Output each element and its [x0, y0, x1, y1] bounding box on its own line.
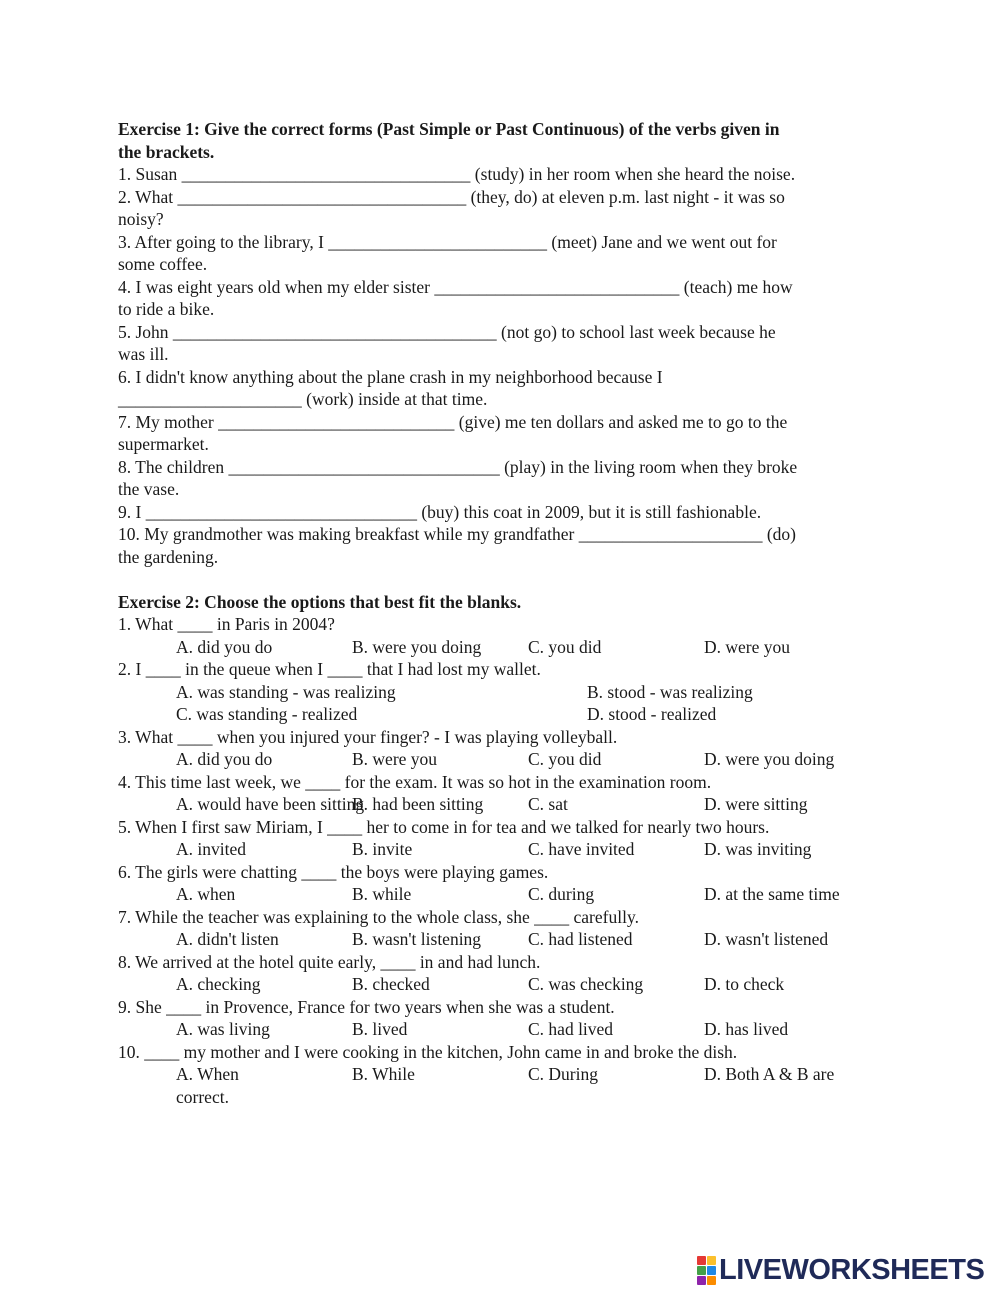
exercise2-items — [118, 613, 878, 1108]
exercise1-line: 8. The children _______________________________ (play) in the living room when they broke — [118, 456, 798, 477]
exercise1-heading-cont: the brackets. — [118, 141, 215, 162]
answer-option[interactable]: D. to check — [704, 974, 785, 994]
answer-option[interactable]: A. when — [176, 884, 236, 904]
logo-block — [707, 1276, 716, 1285]
brand-name: LIVEWORKSHEETS — [719, 1254, 985, 1286]
answer-options-row — [176, 636, 878, 659]
exercise1-line: 6. I didn't know anything about the plane crash in my neighborhood because I — [118, 366, 663, 387]
liveworksheets-logo-icon — [697, 1256, 716, 1285]
answer-option[interactable]: B. invite — [352, 839, 413, 859]
answer-option[interactable]: B. While — [352, 1064, 415, 1084]
answer-option[interactable]: A. did you do — [176, 636, 273, 657]
logo-block — [707, 1266, 716, 1275]
answer-option[interactable]: A. When — [176, 1064, 239, 1084]
exercise1-line: 4. I was eight years old when my elder sister ____________________________ (teach) me how — [118, 276, 793, 297]
answer-option-continuation: correct. — [176, 1086, 229, 1107]
answer-option[interactable]: C. was checking — [528, 974, 644, 994]
question-stem: 6. The girls were chatting ____ the boys were playing games. — [118, 861, 549, 882]
exercise1-line: some coffee. — [118, 254, 208, 274]
answer-option[interactable]: B. while — [352, 884, 412, 904]
logo-block — [707, 1256, 716, 1265]
answer-options-row — [176, 748, 878, 771]
answer-option[interactable]: A. was standing - was realizing — [176, 681, 396, 702]
question-stem: 9. She ____ in Provence, France for two years when she was a student. — [118, 996, 615, 1017]
answer-option[interactable]: A. checking — [176, 974, 261, 994]
exercise1-line: 2. What _________________________________ (they, do) at eleven p.m. last night - it was so — [118, 186, 785, 207]
answer-option[interactable]: D. was inviting — [704, 839, 812, 859]
answer-option[interactable]: B. wasn't listening — [352, 929, 482, 949]
question-stem: 4. This time last week, we ____ for the exam. It was so hot in the examination room. — [118, 771, 712, 792]
answer-options-row — [176, 973, 878, 996]
answer-option[interactable]: D. stood - realized — [587, 704, 717, 724]
answer-option[interactable]: A. was living — [176, 1019, 270, 1039]
answer-options-row — [176, 928, 878, 951]
exercise1-line: the vase. — [118, 479, 180, 499]
exercise1-line: to ride a bike. — [118, 299, 215, 319]
answer-option[interactable]: A. invited — [176, 839, 246, 859]
exercise1-line: _____________________ (work) inside at that time. — [118, 389, 488, 409]
exercise1-line: was ill. — [118, 344, 169, 364]
answer-option[interactable]: C. you did — [528, 636, 602, 657]
answer-option[interactable]: D. were sitting — [704, 794, 808, 814]
exercise1-line: the gardening. — [118, 546, 219, 567]
exercise1-heading: Exercise 1: Give the correct forms (Past Simple or Past Continuous) of the verbs given in — [118, 119, 780, 139]
answer-options-row — [176, 793, 878, 816]
answer-option[interactable]: D. were you — [704, 636, 791, 657]
question-stem: 5. When I first saw Miriam, I ____ her to come in for tea and we talked for nearly two hours. — [118, 816, 770, 837]
answer-option[interactable]: C. have invited — [528, 839, 635, 859]
exercise1-line: 3. After going to the library, I _________________________ (meet) Jane and we went out for — [118, 231, 777, 252]
answer-option[interactable]: A. didn't listen — [176, 929, 279, 949]
question-stem: 3. What ____ when you injured your finger? - I was playing volleyball. — [118, 726, 618, 747]
section-spacer — [118, 568, 878, 591]
question-stem: 8. We arrived at the hotel quite early, ____ in and had lunch. — [118, 951, 541, 972]
exercise1-line: 10. My grandmother was making breakfast while my grandfather _____________________ (do) — [118, 524, 796, 544]
answer-option[interactable]: C. was standing - realized — [176, 704, 358, 724]
answer-option[interactable]: C. had lived — [528, 1019, 614, 1039]
answer-option[interactable]: A. did you do — [176, 749, 273, 769]
answer-option[interactable]: C. sat — [528, 794, 568, 814]
exercise1-line: 7. My mother ___________________________ (give) me ten dollars and asked me to go to the — [118, 411, 788, 432]
exercise1-items — [118, 163, 878, 568]
exercise1-line: supermarket. — [118, 434, 209, 454]
answer-options-row — [176, 1018, 878, 1041]
answer-options-row — [176, 681, 878, 704]
answer-option[interactable]: C. during — [528, 884, 595, 904]
exercise1-line: 1. Susan _________________________________ (study) in her room when she heard the noise. — [118, 164, 796, 184]
liveworksheets-logo — [697, 1253, 984, 1287]
answer-options-row — [176, 703, 878, 726]
answer-option[interactable]: B. were you doing — [352, 636, 482, 657]
exercise1-line: 9. I _______________________________ (buy) this coat in 2009, but it is still fashionable. — [118, 501, 762, 522]
answer-option[interactable]: D. has lived — [704, 1019, 789, 1039]
answer-option[interactable]: C. had listened — [528, 929, 633, 949]
answer-option[interactable]: D. wasn't listened — [704, 929, 829, 949]
answer-option[interactable]: C. you did — [528, 749, 602, 769]
logo-block — [697, 1276, 706, 1285]
exercise2-heading: Exercise 2: Choose the options that best fit the blanks. — [118, 591, 522, 612]
exercise1-line: noisy? — [118, 209, 164, 229]
answer-option[interactable]: B. had been sitting — [352, 794, 484, 814]
answer-option[interactable]: A. would have been sitting — [176, 794, 365, 814]
logo-block — [697, 1266, 706, 1275]
answer-options-row — [176, 838, 878, 861]
answer-option[interactable]: B. were you — [352, 749, 438, 769]
answer-option[interactable]: C. During — [528, 1064, 598, 1084]
exercise1-line: 5. John _____________________________________ (not go) to school last week because he — [118, 321, 776, 342]
answer-option[interactable]: B. lived — [352, 1019, 408, 1039]
question-stem: 2. I ____ in the queue when I ____ that I had lost my wallet. — [118, 659, 541, 679]
answer-options-row — [176, 1063, 878, 1086]
answer-option[interactable]: B. checked — [352, 974, 430, 994]
logo-block — [697, 1256, 706, 1265]
worksheet-page — [118, 118, 878, 1108]
answer-option[interactable]: D. at the same time — [704, 884, 840, 904]
question-stem: 7. While the teacher was explaining to the whole class, she ____ carefully. — [118, 906, 639, 927]
question-stem: 1. What ____ in Paris in 2004? — [118, 614, 335, 634]
answer-option[interactable]: D. were you doing — [704, 749, 835, 769]
answer-option[interactable]: B. stood - was realizing — [587, 681, 753, 702]
answer-options-row — [176, 883, 878, 906]
question-stem: 10. ____ my mother and I were cooking in the kitchen, John came in and broke the dish. — [118, 1041, 738, 1062]
answer-option[interactable]: D. Both A & B are — [704, 1064, 835, 1084]
